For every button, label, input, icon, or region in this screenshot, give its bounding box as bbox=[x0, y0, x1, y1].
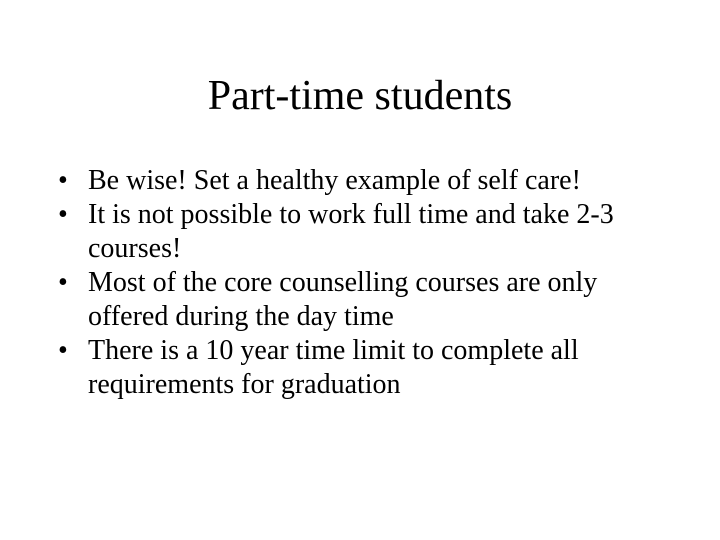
bullet-text: Be wise! Set a healthy example of self care! bbox=[88, 165, 581, 196]
bullet-icon: • bbox=[58, 165, 68, 196]
bullet-list bbox=[56, 164, 676, 402]
bullet-icon: • bbox=[58, 267, 68, 298]
bullet-text: There is a 10 year time limit to complete all requirements for graduation bbox=[88, 335, 579, 400]
bullet-item-3 bbox=[56, 266, 676, 334]
slide-title: Part-time students bbox=[207, 73, 513, 119]
bullet-icon: • bbox=[58, 199, 68, 230]
bullet-item-2 bbox=[56, 198, 676, 266]
bullet-text: It is not possible to work full time and take 2-3 courses! bbox=[88, 199, 614, 264]
bullet-text: Most of the core counselling courses are only offered during the day time bbox=[88, 267, 598, 332]
bullet-item-4 bbox=[56, 334, 676, 402]
bullet-item-1 bbox=[56, 164, 676, 198]
bullet-icon: • bbox=[58, 335, 68, 366]
